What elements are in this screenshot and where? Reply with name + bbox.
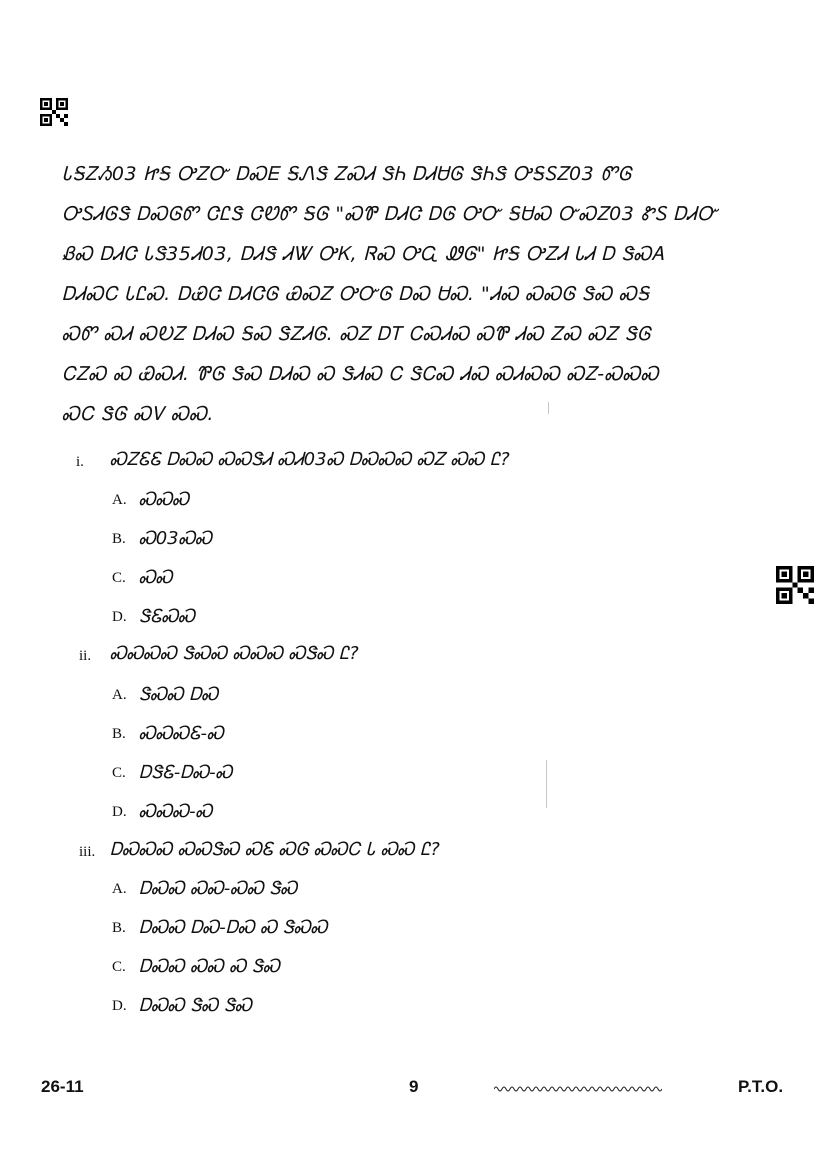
option-letter: C.	[112, 959, 126, 975]
option-text: ᏍᏍᏍ-Ꮝ	[139, 801, 213, 822]
option-text: ᎠᏍᏍ ᎠᏍ-ᎠᏍ Ꮝ ᏕᏍᏍ	[139, 917, 328, 938]
option-text: ᏍᏍᏍᏋ-Ꮝ	[139, 723, 224, 744]
option-letter: A.	[112, 492, 127, 508]
option-letter: D.	[112, 998, 127, 1014]
option-text: ᏍᏍ	[139, 567, 173, 588]
passage-line: ᎤᏚᏗᎶᏕ ᎠᏍᎶᏛ ᏣᏝᏕ ᏣᏬᏛ ᎦᎶ "ᏍᏈ ᎠᏗᏣ ᎠᎶ ᎤᏅ ᎦᏌᏍ ᏅᏍᏃ03 ᏑᏚ ᎠᏗᏅ	[62, 203, 718, 225]
option-text: ᏍᏍᏍ	[139, 489, 190, 510]
passage-line: ᎠᏗᏍᏟ ᏓᏝᏍ. ᎠᏯᏣ ᎠᏗᏣᎶ ᏯᏍᏃ ᎤᏅᎶ ᎠᏍ ᏌᏍ. "ᏗᏍ ᏍᏍᎶ ᏕᏍ ᏍᎦ	[62, 283, 650, 305]
question-text: ᎠᏍᏍᏍ ᏍᏍᏕᏍ ᏍᏋ ᏍᎶ ᏍᏍᏟ Ꮣ ᏍᏍ Ꮭ?	[110, 839, 440, 860]
option-text: ᎠᏕᏋ-ᎠᏍ-Ꮝ	[139, 762, 233, 783]
option-text: ᏕᏋᏍᏍ	[139, 606, 195, 627]
question-number: ii.	[79, 648, 92, 664]
option-text: ᎠᏍᏍ ᏍᏍ-ᏍᏍ ᏕᏍ	[139, 878, 298, 899]
option-text: ᏕᏍᏍ ᎠᏍ	[139, 684, 219, 705]
option-letter: A.	[112, 687, 127, 703]
question-text: ᏍᏃᏋᏋ ᎠᏍᏍ ᏍᏍᏕᏗ ᏍᏗ03Ꮝ ᎠᏍᏍᏍ ᏍᏃ ᏍᏍ Ꮭ?	[110, 449, 510, 470]
page-turn-over: P.T.O.	[738, 1077, 784, 1096]
scan-mark	[548, 402, 549, 414]
option-text: Ꮝ03ᏍᏍ	[139, 528, 213, 549]
option-letter: D.	[112, 804, 127, 820]
question-text: ᏍᏍᏍᏍ ᏕᏍᏍ ᏍᏍᏍ ᏍᏕᏍ Ꮭ?	[110, 643, 359, 664]
option-letter: B.	[112, 531, 126, 547]
qr-code-icon	[40, 98, 68, 126]
option-letter: C.	[112, 570, 126, 586]
passage-line: ᏰᏍ ᎠᏗᏣ ᏓᏕ35Ꮧ03, ᎠᏗᏕ ᏗᏔ ᎤᏦ, ᏒᏍ ᎤᏩ ᏪᎶ" ᏥᎦ ᎤᏃᏗ ᏓᏗ Ꭰ ᏕᏍᎪ	[62, 243, 666, 265]
qr-code-icon	[776, 566, 814, 604]
passage-line: ᏓᎦᏃᏱ03 ᏥᎦ ᎤᏃᏅ ᎠᏍᎬ ᎦᏁᏕ ᏃᏍᏗ ᏕᏂ ᎠᏗᏌᎶ ᏕᏂᏕ ᎤᎦᏚᏃ03 ᏛᎶ	[62, 163, 632, 185]
option-letter: A.	[112, 881, 127, 897]
option-letter: B.	[112, 920, 126, 936]
question-number: iii.	[79, 844, 96, 860]
option-text: ᎠᏍᏍ ᏍᏍ Ꮝ ᏕᏍ	[139, 956, 280, 977]
scan-mark	[546, 760, 547, 808]
paper-code: 26-11	[41, 1077, 84, 1096]
wavy-line-icon	[494, 1079, 662, 1098]
option-letter: B.	[112, 726, 126, 742]
question-number: i.	[76, 454, 84, 470]
page-number: 9	[409, 1077, 419, 1096]
passage-line: ᏍᏛ ᏍᏗ ᏍᎧᏃ ᎠᏗᏍ ᎦᏍ ᏕᏃᏗᎶ. ᏍᏃ ᎠᎢ ᏟᏍᏗᏍ ᏍᏈ ᏗᏍ ᏃᏍ ᏍᏃ ᏕᎶ	[62, 323, 652, 345]
option-letter: D.	[112, 609, 127, 625]
option-text: ᎠᏍᏍ ᏕᏍ ᏕᏍ	[139, 995, 252, 1016]
passage-line: ᏟᏃᏍ Ꮝ ᏯᏍᏗ. ᏈᎶ ᏕᏍ ᎠᏗᏍ Ꮝ ᏕᏗᏍ Ꮯ ᏕᏟᏍ ᏗᏍ ᏍᏗᏍᏍ ᏍᏃ-ᏍᏍᏍ	[62, 363, 660, 385]
option-letter: C.	[112, 765, 126, 781]
passage-line: ᏍᏟ ᏕᎶ ᏍᏙ ᏍᏍ.	[62, 403, 214, 425]
